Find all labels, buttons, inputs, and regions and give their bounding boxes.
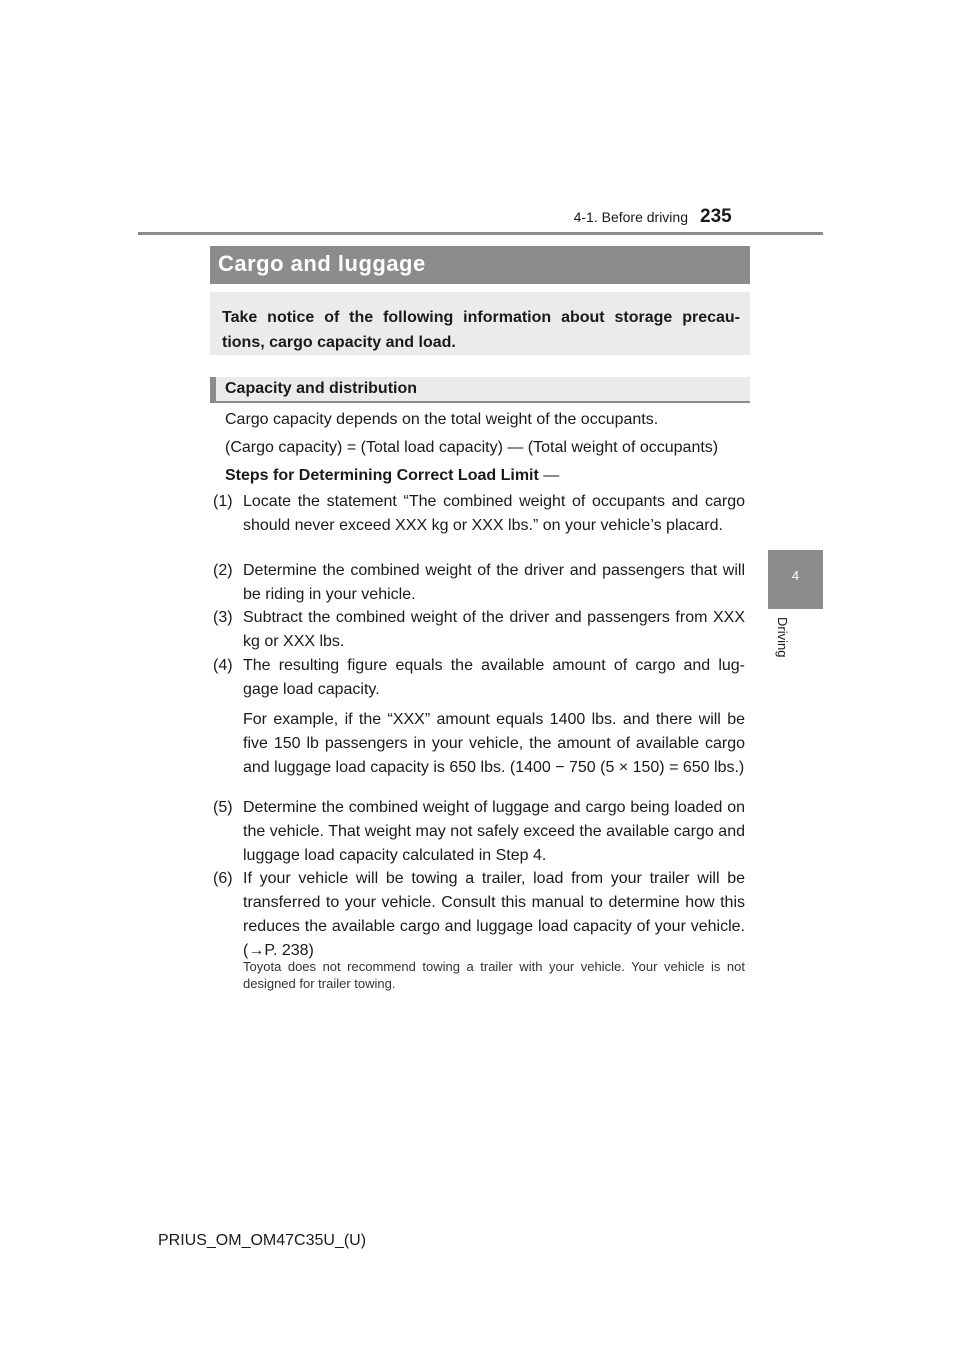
subsection-marker: [210, 377, 216, 401]
page-number: 235: [700, 206, 732, 227]
step-number: (3): [213, 609, 233, 626]
step-text: Determine the combined weight of luggage and cargo being loaded on the vehicle. That weight may not safely exceed the available cargo and luggage load capacity calculated in Step 4.: [243, 799, 745, 864]
body-line-2: (Cargo capacity) = (Total load capacity) — (Total weight of occupants): [225, 439, 719, 456]
subsection-header: [210, 377, 750, 403]
step-2: [213, 559, 745, 607]
step-number: (5): [213, 799, 233, 816]
step-text: The resulting figure equals the available amount of cargo and lug- gage load capacity.: [243, 657, 745, 698]
footer-code: PRIUS_OM_OM47C35U_(U): [158, 1232, 367, 1249]
title-bar: [210, 246, 750, 284]
section-label: 4-1. Before driving: [573, 209, 688, 225]
chapter-tab: [768, 550, 823, 609]
chapter-tab-number: 4: [791, 568, 800, 583]
step-text: Subtract the combined weight of the driver and passengers from XXX kg or XXX lbs.: [243, 609, 745, 650]
steps-heading-dash: —: [538, 467, 560, 484]
intro-text: Take notice of the following information about storage precau- tions, cargo capacity and load.: [222, 309, 740, 351]
page-title: Cargo and luggage: [218, 251, 426, 276]
header-divider: [138, 232, 823, 235]
steps-heading-line: [225, 467, 559, 485]
steps-heading: Steps for Determining Correct Load Limit: [225, 467, 539, 484]
body-line-1: Cargo capacity depends on the total weight of the occupants.: [225, 411, 659, 428]
step-text: Determine the combined weight of the driver and passengers that will be riding in your vehicle.: [243, 562, 745, 603]
step-text: Locate the statement “The combined weight of occupants and cargo should never exceed XXX kg or XXX lbs.” on your vehicle’s placard.: [243, 493, 745, 534]
subsection-title: Capacity and distribution: [225, 380, 418, 397]
step-1: [213, 490, 745, 538]
chapter-tab-label: Driving: [775, 617, 790, 658]
intro-box: [210, 292, 750, 355]
step-6: [213, 867, 745, 963]
note-text: Toyota does not recommend towing a trailer with your vehicle. Your vehicle is not designed for trailer towing.: [243, 959, 745, 991]
step-5: [213, 796, 745, 868]
step-number: (2): [213, 562, 233, 579]
step-text: If your vehicle will be towing a trailer, load from your trailer will be transferred to your vehicle. Consult this manual to determine how this reduces the available cargo and luggage load capacity of your vehicle. (→P. 238): [243, 870, 745, 959]
step-3: [213, 606, 745, 654]
step-number: (6): [213, 870, 233, 887]
step-example: For example, if the “XXX” amount equals 1400 lbs. and there will be five 150 lb passengers in your vehicle, the amount of available cargo and luggage load capacity is 650 lbs. (1400 − 750 (5 × 150) = 650 lbs.): [243, 711, 745, 776]
step-4: [213, 654, 745, 780]
step-number: (4): [213, 657, 233, 674]
step-number: (1): [213, 493, 233, 510]
